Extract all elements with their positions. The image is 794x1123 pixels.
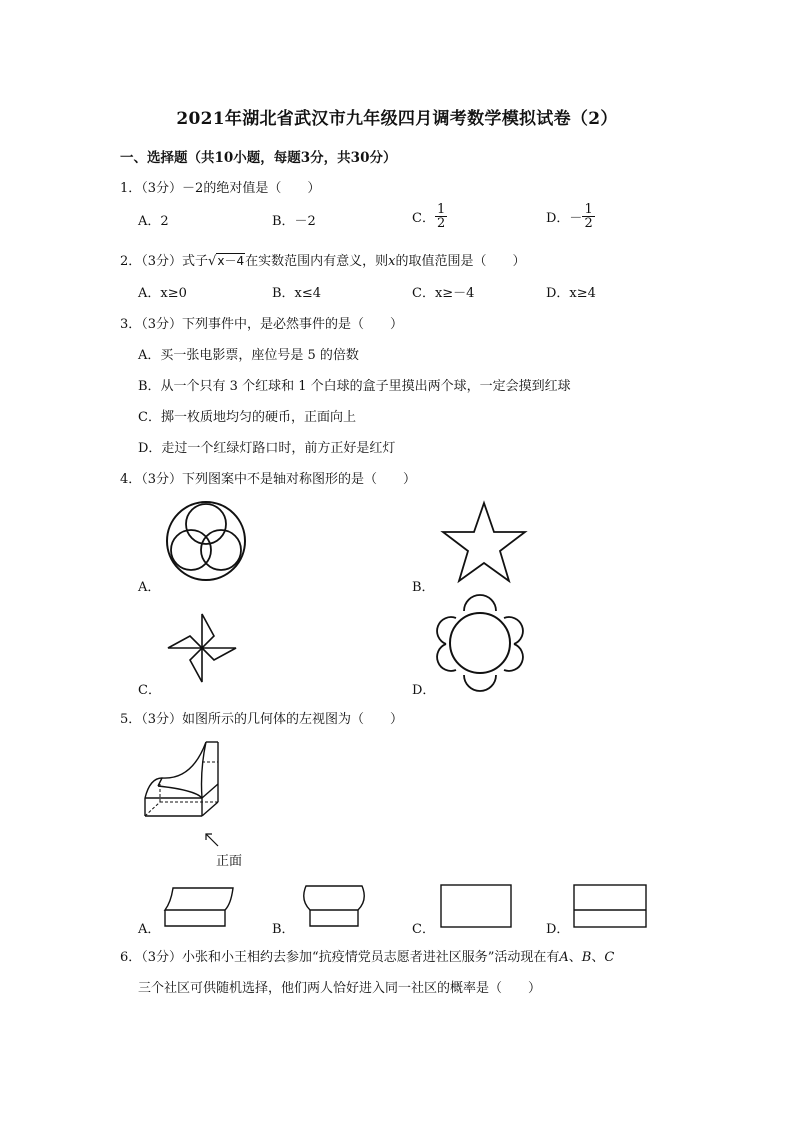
q6-stem-prefix: 6．（3分）小张和小王相约去参加“抗疫情党员志愿者进社区服务”活动现在有 <box>120 950 560 965</box>
q3-option-a: A．买一张电影票，座位号是 5 的倍数 <box>138 348 359 363</box>
q2-sqrt-expression <box>208 252 245 269</box>
q5-option-d-figure <box>573 884 647 930</box>
question-5-stem: 5．（3分）如图所示的几何体的左视图为（ ） <box>120 712 404 727</box>
question-1-stem: 1．（3分）－2的绝对值是（ ） <box>120 181 321 196</box>
circle-three-arcs-figure <box>165 500 247 582</box>
q1-option-c-label: C． <box>412 211 435 226</box>
q2-option-d: D．x≥4 <box>546 286 596 301</box>
q2-radicand: x－4 <box>217 254 245 268</box>
q4-option-d: D． <box>412 683 436 698</box>
q2-stem-middle: 在实数范围内有意义，则 <box>245 254 389 269</box>
q5-option-c: C． <box>412 922 435 937</box>
q1-option-b: B．－2 <box>272 214 316 229</box>
front-view-label: 正面 <box>216 854 243 869</box>
q5-option-b-figure <box>298 882 368 930</box>
section-heading-choice: 一、选择题（共10小题，每题3分，共30分） <box>120 150 397 166</box>
question-6-line-2: 三个社区可供随机选择，他们两人恰好进入同一社区的概率是（ ） <box>138 981 542 996</box>
q2-stem-suffix: 的取值范围是（ ） <box>395 254 526 269</box>
q6-community-a: A <box>559 950 569 965</box>
flower-circle-figure <box>440 602 520 684</box>
q5-option-a-figure <box>163 882 239 930</box>
q1-option-a: A．2 <box>138 214 169 229</box>
q6-community-b: B <box>581 950 592 965</box>
q4-option-b: B． <box>412 580 435 595</box>
solid-geometry-figure <box>140 738 240 830</box>
arrow-up-left-icon <box>204 832 220 848</box>
q1-c-numerator: 1 <box>436 202 446 217</box>
q3-option-c: C．掷一枚质地均匀的硬币，正面向上 <box>138 410 356 425</box>
q3-option-d: D．走过一个红绿灯路口时，前方正好是红灯 <box>138 441 396 456</box>
q1-option-d-label: D．－ <box>546 211 583 226</box>
q2-stem-prefix: 2．（3分）式子 <box>120 254 209 269</box>
question-6-line-1 <box>120 946 614 965</box>
q5-option-a: A． <box>138 922 161 937</box>
q1-c-denominator: 2 <box>436 216 446 231</box>
five-point-star-figure <box>440 500 528 584</box>
q6-community-c: C <box>604 950 615 965</box>
q2-option-c: C．x≥－4 <box>412 286 475 301</box>
q2-variable: x <box>388 254 396 269</box>
q5-option-d: D． <box>546 922 570 937</box>
q2-option-b: B．x≤4 <box>272 286 322 301</box>
q5-option-b: B． <box>272 922 295 937</box>
q6-separator-1: 、 <box>568 950 582 965</box>
sqrt-symbol-icon: √ <box>208 254 217 269</box>
q1-d-denominator: 2 <box>584 216 593 231</box>
q6-separator-2: 、 <box>591 950 605 965</box>
q3-option-b: B．从一个只有 3 个红球和 1 个白球的盒子里摸出两个球，一定会摸到红球 <box>138 379 571 394</box>
q1-option-c-fraction <box>435 203 447 230</box>
q1-option-d-fraction <box>582 203 594 230</box>
q2-option-a: A．x≥0 <box>138 286 187 301</box>
q4-option-a: A． <box>138 580 161 595</box>
q5-option-c-figure <box>440 884 512 930</box>
question-3-stem: 3．（3分）下列事件中，是必然事件的是（ ） <box>120 317 404 332</box>
q4-option-c: C． <box>138 683 161 698</box>
question-4-stem: 4．（3分）下列图案中不是轴对称图形的是（ ） <box>120 472 417 487</box>
q1-option-d <box>546 203 595 230</box>
question-2-stem <box>120 250 525 269</box>
q1-option-c <box>412 203 447 230</box>
pinwheel-figure <box>166 612 238 684</box>
q1-d-numerator: 1 <box>584 202 593 217</box>
page-title: 2021年湖北省武汉市九年级四月调考数学模拟试卷（2） <box>176 109 618 129</box>
